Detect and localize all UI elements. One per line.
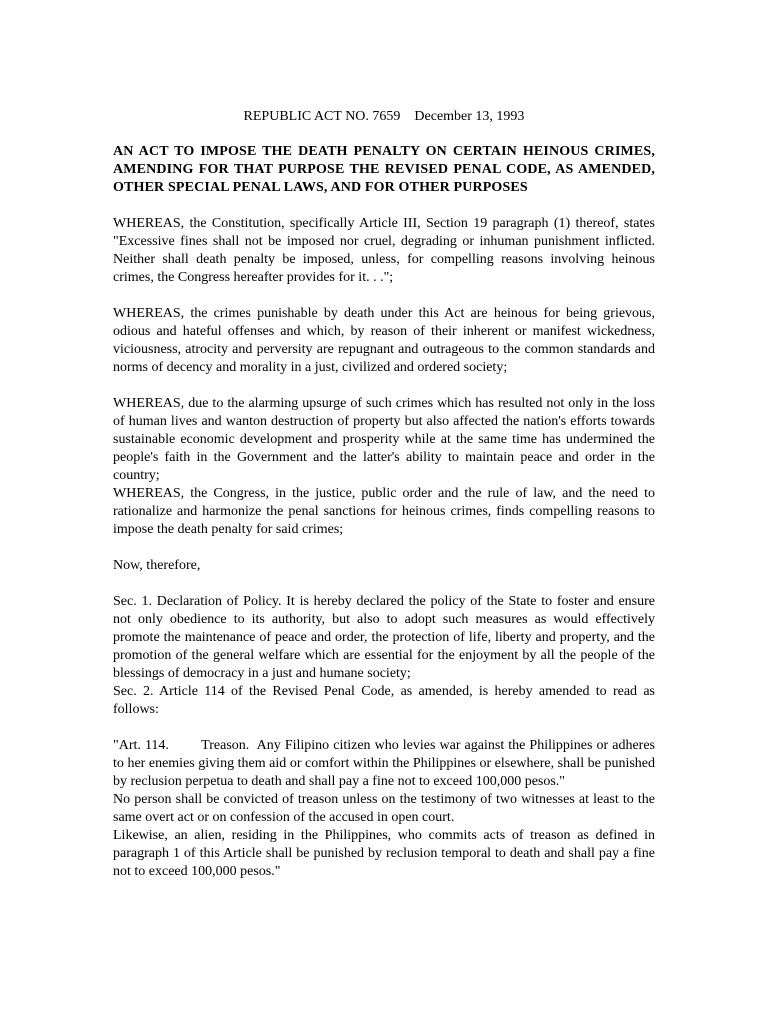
paragraph-sec-1: Sec. 1. Declaration of Policy. It is hereby declared the policy of the State to foster and ensure not only obedience to its authority, but also to adopt such measures as would effectively promote the maintenance of peace and order, the protection of life, liberty and property, and the promotion of the general welfare which are essential for the enjoyment by all the people of the blessings of democracy in a just and humane society; xyxy=(113,594,655,681)
paragraph-whereas-congress: WHEREAS, the Congress, in the justice, public order and the rule of law, and the need to rationalize and harmonize the penal sanctions for heinous crimes, finds compelling reasons to impose the death penalty for said crimes; xyxy=(113,486,655,537)
paragraph-whereas-upsurge: WHEREAS, due to the alarming upsurge of such crimes which has resulted not only in the loss of human lives and wanton destruction of property but also affected the nation's efforts towards sustainable economic development and prosperity while at the same time has undermined the people's faith in the Government and the latter's ability to maintain peace and order in the country; xyxy=(113,396,655,483)
paragraph-whereas-constitution: WHEREAS, the Constitution, specifically Article III, Section 19 paragraph (1) thereof, states "Excessive fines shall not be imposed nor cruel, degrading or inhuman punishment inflicted. Neither shall death penalty be imposed, unless, for compelling reasons involving heinous crimes, the Congress hereafter provides for it. . ."; xyxy=(113,216,655,285)
paragraph-alien-treason: Likewise, an alien, residing in the Philippines, who commits acts of treason as defined in paragraph 1 of this Article shall be punished by reclusion temporal to death and shall pay a fine not to exceed 100,000 pesos." xyxy=(113,828,655,879)
act-title: AN ACT TO IMPOSE THE DEATH PENALTY ON CERTAIN HEINOUS CRIMES, AMENDING FOR THAT PURPOSE THE REVISED PENAL CODE, AS AMENDED, OTHER SPECIAL PENAL LAWS, AND FOR OTHER PURPOSES xyxy=(113,144,655,195)
act-heading: REPUBLIC ACT NO. 7659 December 13, 1993 xyxy=(243,109,525,124)
document-page xyxy=(113,108,659,881)
paragraph-art-114: "Art. 114. Treason. Any Filipino citizen who levies war against the Philippines or adheres to her enemies giving them aid or comfort within the Philippines or elsewhere, shall be punished by reclusion perpetua to death and shall pay a fine not to exceed 100,000 pesos." xyxy=(113,738,659,789)
paragraph-sec-2: Sec. 2. Article 114 of the Revised Penal Code, as amended, is hereby amended to read as follows: xyxy=(113,684,655,717)
paragraph-whereas-heinous: WHEREAS, the crimes punishable by death under this Act are heinous for being grievous, odious and hateful offenses and which, by reason of their inherent or manifest wickedness, viciousness, atrocity and perversity are repugnant and outrageous to the common standards and norms of decency and morality in a just, civilized and ordered society; xyxy=(113,306,655,375)
paragraph-no-person-convicted: No person shall be convicted of treason unless on the testimony of two witnesses at least to the same overt act or on confession of the accused in open court. xyxy=(113,792,655,825)
paragraph-now-therefore: Now, therefore, xyxy=(113,558,201,573)
